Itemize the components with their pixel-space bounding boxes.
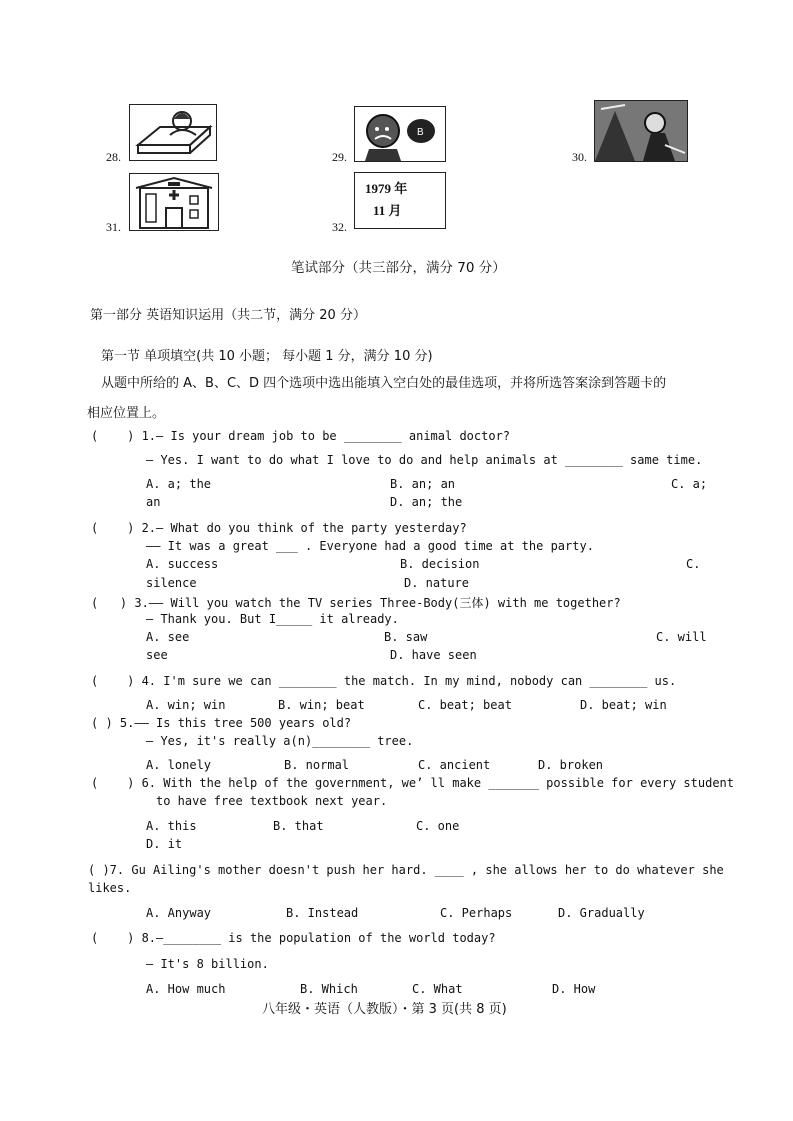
question-2: ( ) 2.— What do you think of the party yesterday? [91,521,467,535]
q7-option-d: D. Gradually [558,906,645,920]
q5-option-a: A. lonely [146,758,212,772]
question-3-line2: — Thank you. But I_____ it already. [146,612,399,626]
question-1: ( ) 1.— Is your dream job to be ________ animal doctor? [91,429,511,443]
q2-option-d: D. nature [404,576,470,590]
q8-option-d: D. How [552,982,596,996]
q1-option-a: A. a; the [146,477,212,491]
q3-option-d: D. have seen [390,648,477,662]
q3-option-c: C. will [656,630,707,644]
q4-option-c: C. beat; beat [418,698,512,712]
q6-option-b: B. that [273,819,324,833]
section1-title: 第一节 单项填空(共 10 小题； 每小题 1 分，满分 10 分) [101,349,433,364]
q5-option-b: B. normal [284,758,350,772]
toothache-icon [354,106,446,162]
instruction-line1: 从题中所给的 A、B、C、D 四个选项中选出能填入空白处的最佳选项，并将所选答案涂到答题卡的 [101,376,667,391]
q4-option-d: D. beat; win [580,698,667,712]
question-7-line2: likes. [88,881,132,895]
question-8-line2: — It's 8 billion. [146,957,269,971]
picture-number-31: 31. [106,220,121,234]
q7-option-a: A. Anyway [146,906,212,920]
question-5: ( ) 5.—— Is this tree 500 years old? [91,716,352,730]
q2-option-b: B. decision [400,557,480,571]
q7-option-b: B. Instead [286,906,359,920]
q1-option-c-cont: an [146,495,161,509]
instruction-line2: 相应位置上。 [87,406,166,421]
question-3: ( ) 3.—— Will you watch the TV series Three-Body(三体) with me together? [91,596,621,610]
q8-option-b: B. Which [300,982,358,996]
q6-option-a: A. this [146,819,197,833]
q3-option-b: B. saw [384,630,428,644]
q6-option-c: C. one [416,819,460,833]
svg-text:B: B [417,127,424,138]
q6-option-d: D. it [146,837,183,851]
q2-option-a: A. success [146,557,219,571]
question-6-line2: to have free textbook next year. [156,794,388,808]
bed-icon [129,104,217,161]
q3-option-c-cont: see [146,648,168,662]
date-month: 11 月 [373,203,402,218]
question-4: ( ) 4. I'm sure we can ________ the match. In my mind, nobody can ________ us. [91,674,677,688]
question-2-line2: —— It was a great ___ . Everyone had a good time at the party. [146,539,594,553]
q1-option-c: C. a; [671,477,708,491]
q2-option-c-cont: silence [146,576,197,590]
exam-title: 笔试部分（共三部分，满分 70 分） [291,260,506,276]
q1-option-b: B. an; an [390,477,456,491]
q8-option-a: A. How much [146,982,226,996]
question-5-line2: — Yes, it's really a(n)________ tree. [146,734,414,748]
picture-number-30: 30. [572,150,587,164]
picture-number-28: 28. [106,150,121,164]
page-footer: 八年级・英语（人教版）・第 3 页(共 8 页) [262,1002,507,1017]
q5-option-d: D. broken [538,758,604,772]
q2-option-c: C. [686,557,701,571]
hospital-icon [129,173,219,231]
part1-title: 第一部分 英语知识运用（共二节，满分 20 分） [90,308,366,323]
question-6: ( ) 6. With the help of the government, we’ ll make _______ possible for every student [91,776,734,790]
question-1-line2: — Yes. I want to do what I love to do and help animals at ________ same time. [146,453,703,467]
q4-option-b: B. win; beat [278,698,365,712]
q4-option-a: A. win; win [146,698,226,712]
date-year: 1979 年 [365,181,408,196]
picture-number-32: 32. [332,220,347,234]
q3-option-a: A. see [146,630,190,644]
question-7: ( )7. Gu Ailing's mother doesn't push her hard. ____ , she allows her to do whatever she [88,863,724,877]
date-icon [354,172,446,229]
q5-option-c: C. ancient [418,758,491,772]
scene-icon [594,100,688,162]
question-8: ( ) 8.—________ is the population of the world today? [91,931,496,945]
q7-option-c: C. Perhaps [440,906,513,920]
q1-option-d: D. an; the [390,495,463,509]
picture-number-29: 29. [332,150,347,164]
q8-option-c: C. What [412,982,463,996]
